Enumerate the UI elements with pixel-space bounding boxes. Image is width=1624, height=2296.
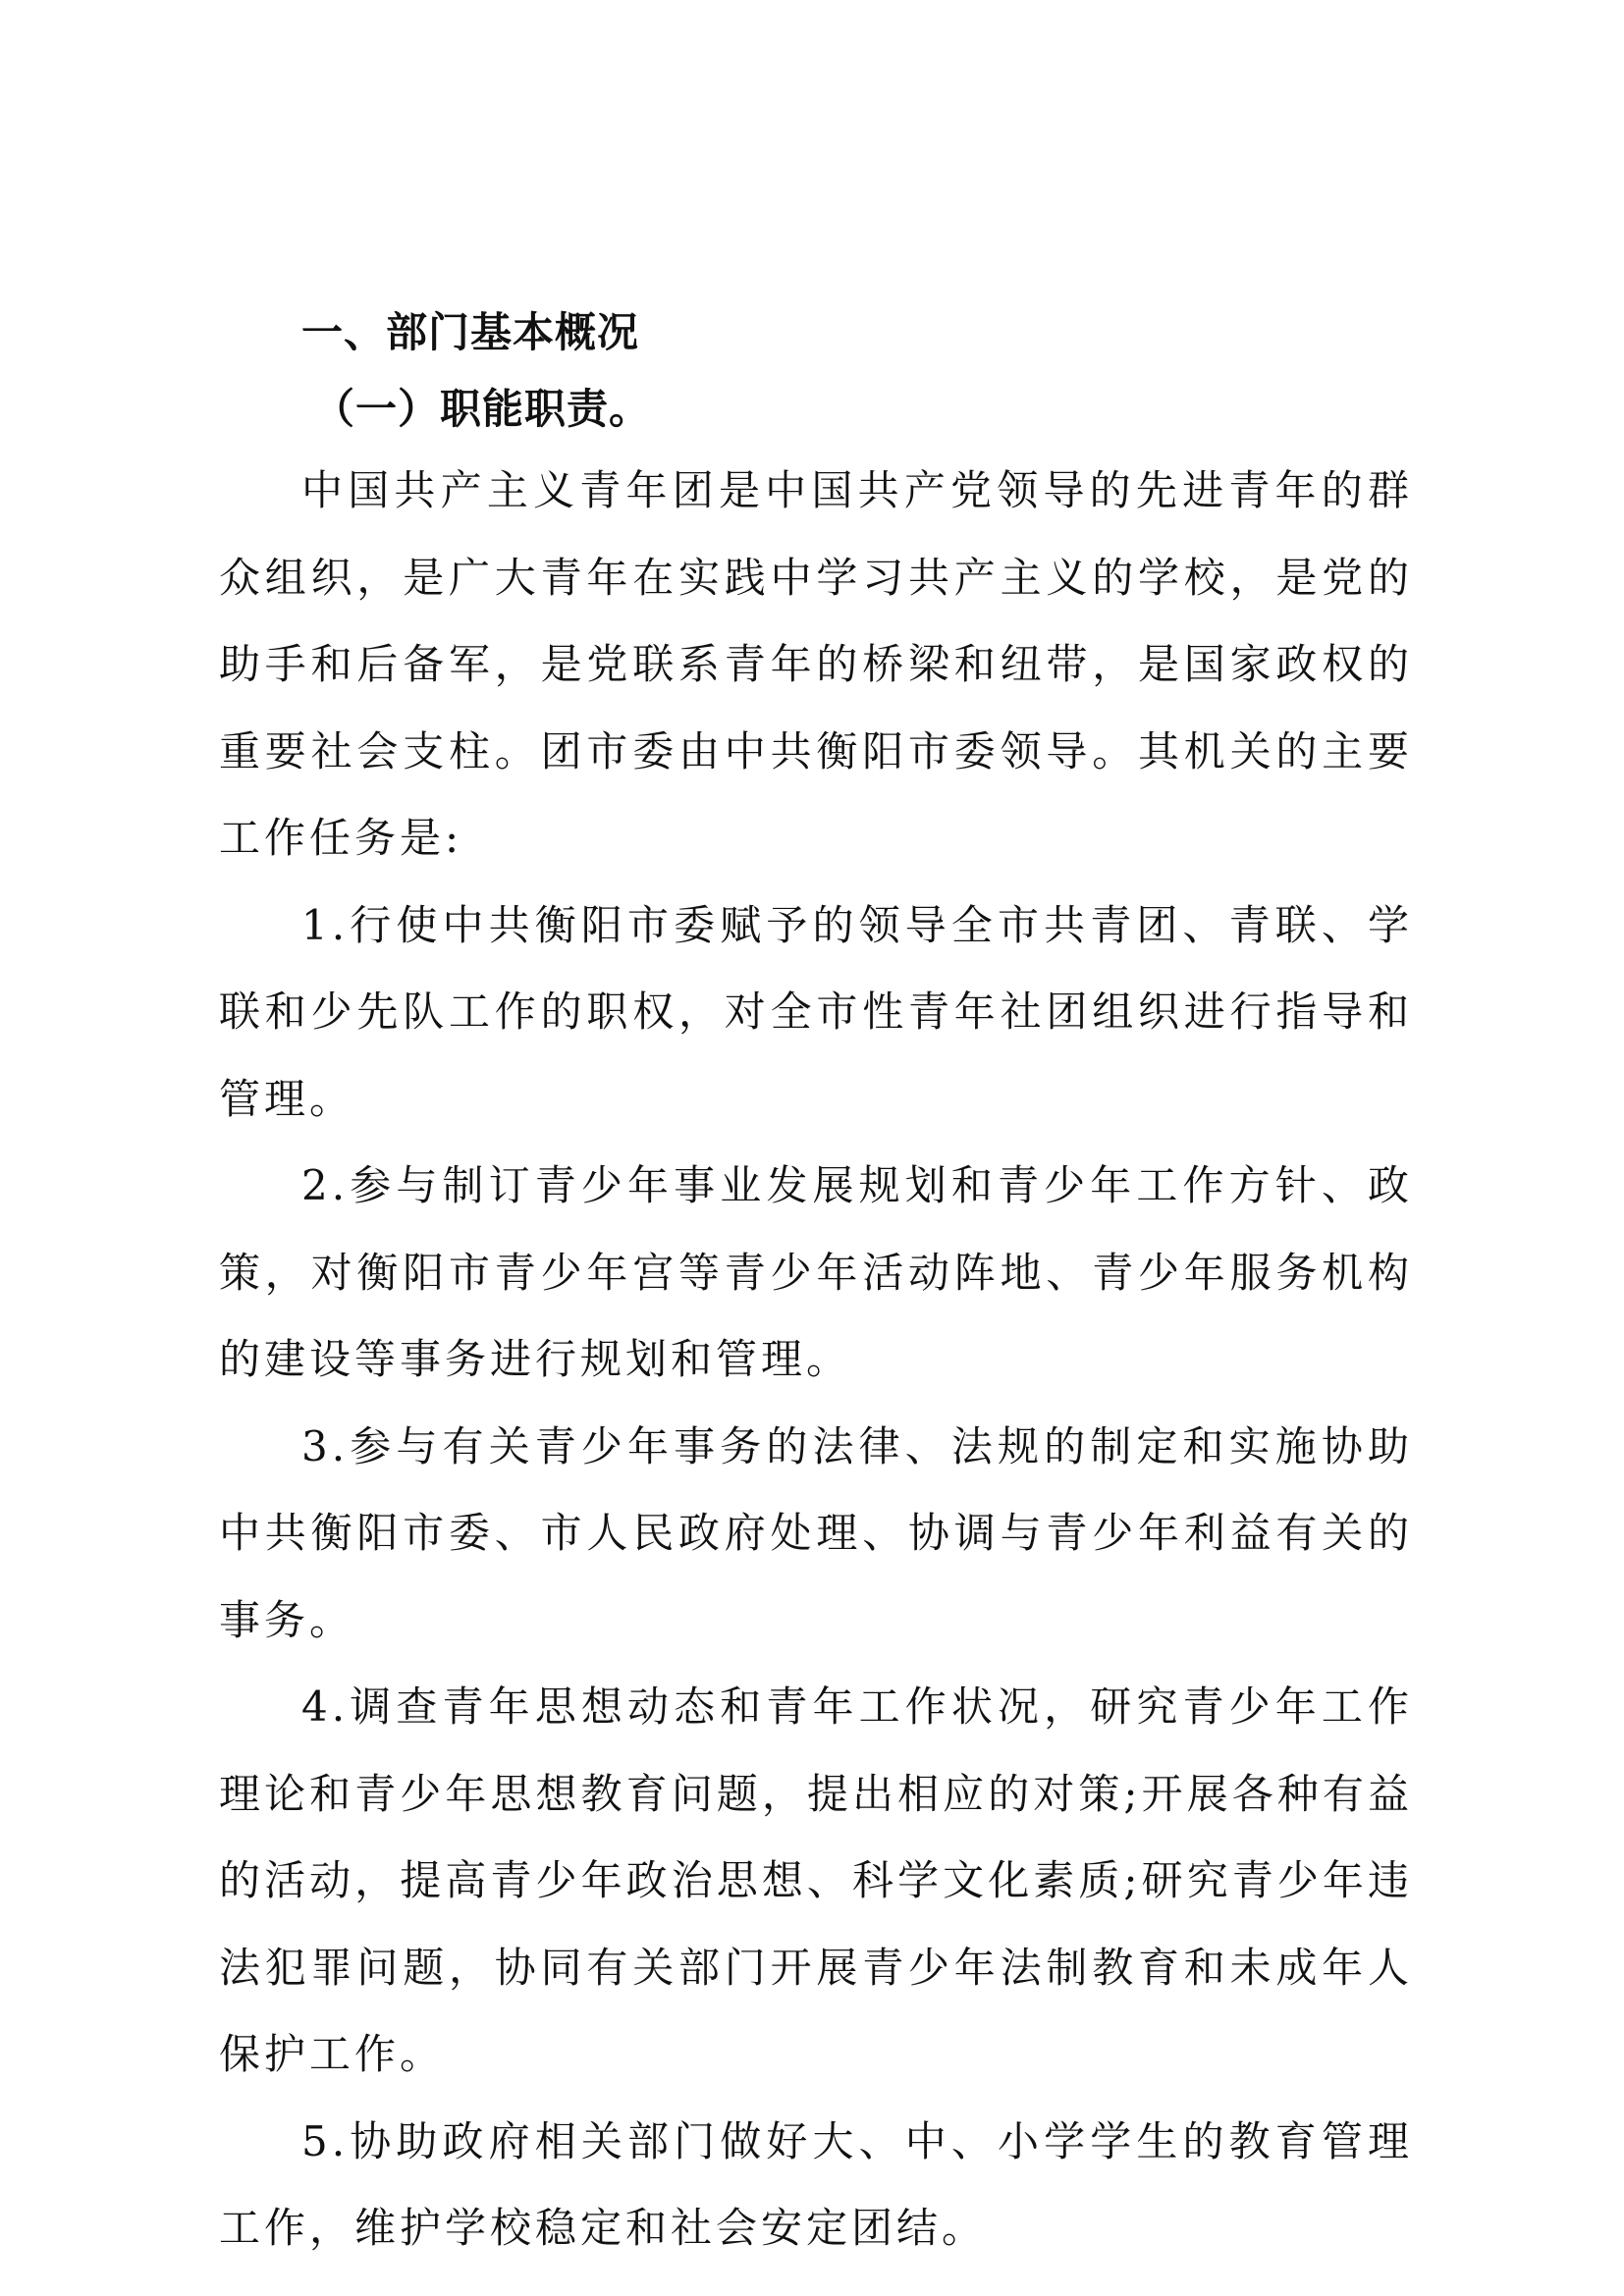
subsection-heading: （一）职能职责。 [313,385,652,433]
section-heading: 一、部门基本概况 [301,308,640,356]
document-page [219,294,1413,2272]
paragraph-item-2: 2.参与制订青少年事业发展规划和青少年工作方针、政策，对衡阳市青少年宫等青少年活动阵地、青少年服务机构的建设等事务进行规划和管理。 [219,1161,1413,1383]
paragraph-intro: 中国共产主义青年团是中国共产党领导的先进青年的群众组织，是广大青年在实践中学习共产主义的学校，是党的助手和后备军，是党联系青年的桥梁和纽带，是国家政权的重要社会支柱。团市委由中共衡阳市委领导。其机关的主要工作任务是: [219,466,1413,862]
paragraph-item-4: 4.调查青年思想动态和青年工作状况，研究青少年工作理论和青少年思想教育问题，提出相应的对策;开展各种有益的活动，提高青少年政治思想、科学文化素质;研究青少年违法犯罪问题，协同有关部门开展青少年法制教育和未成年人保护工作。 [219,1682,1413,2078]
paragraph-item-5: 5.协助政府相关部门做好大、中、小学学生的教育管理工作，维护学校稳定和社会安定团结。 [219,2116,1413,2252]
paragraph-item-1: 1.行使中共衡阳市委赋予的领导全市共青团、青联、学联和少先队工作的职权，对全市性青年社团组织进行指导和管理。 [219,900,1413,1123]
paragraph-item-3: 3.参与有关青少年事务的法律、法规的制定和实施协助中共衡阳市委、市人民政府处理、协调与青少年利益有关的事务。 [219,1421,1413,1644]
